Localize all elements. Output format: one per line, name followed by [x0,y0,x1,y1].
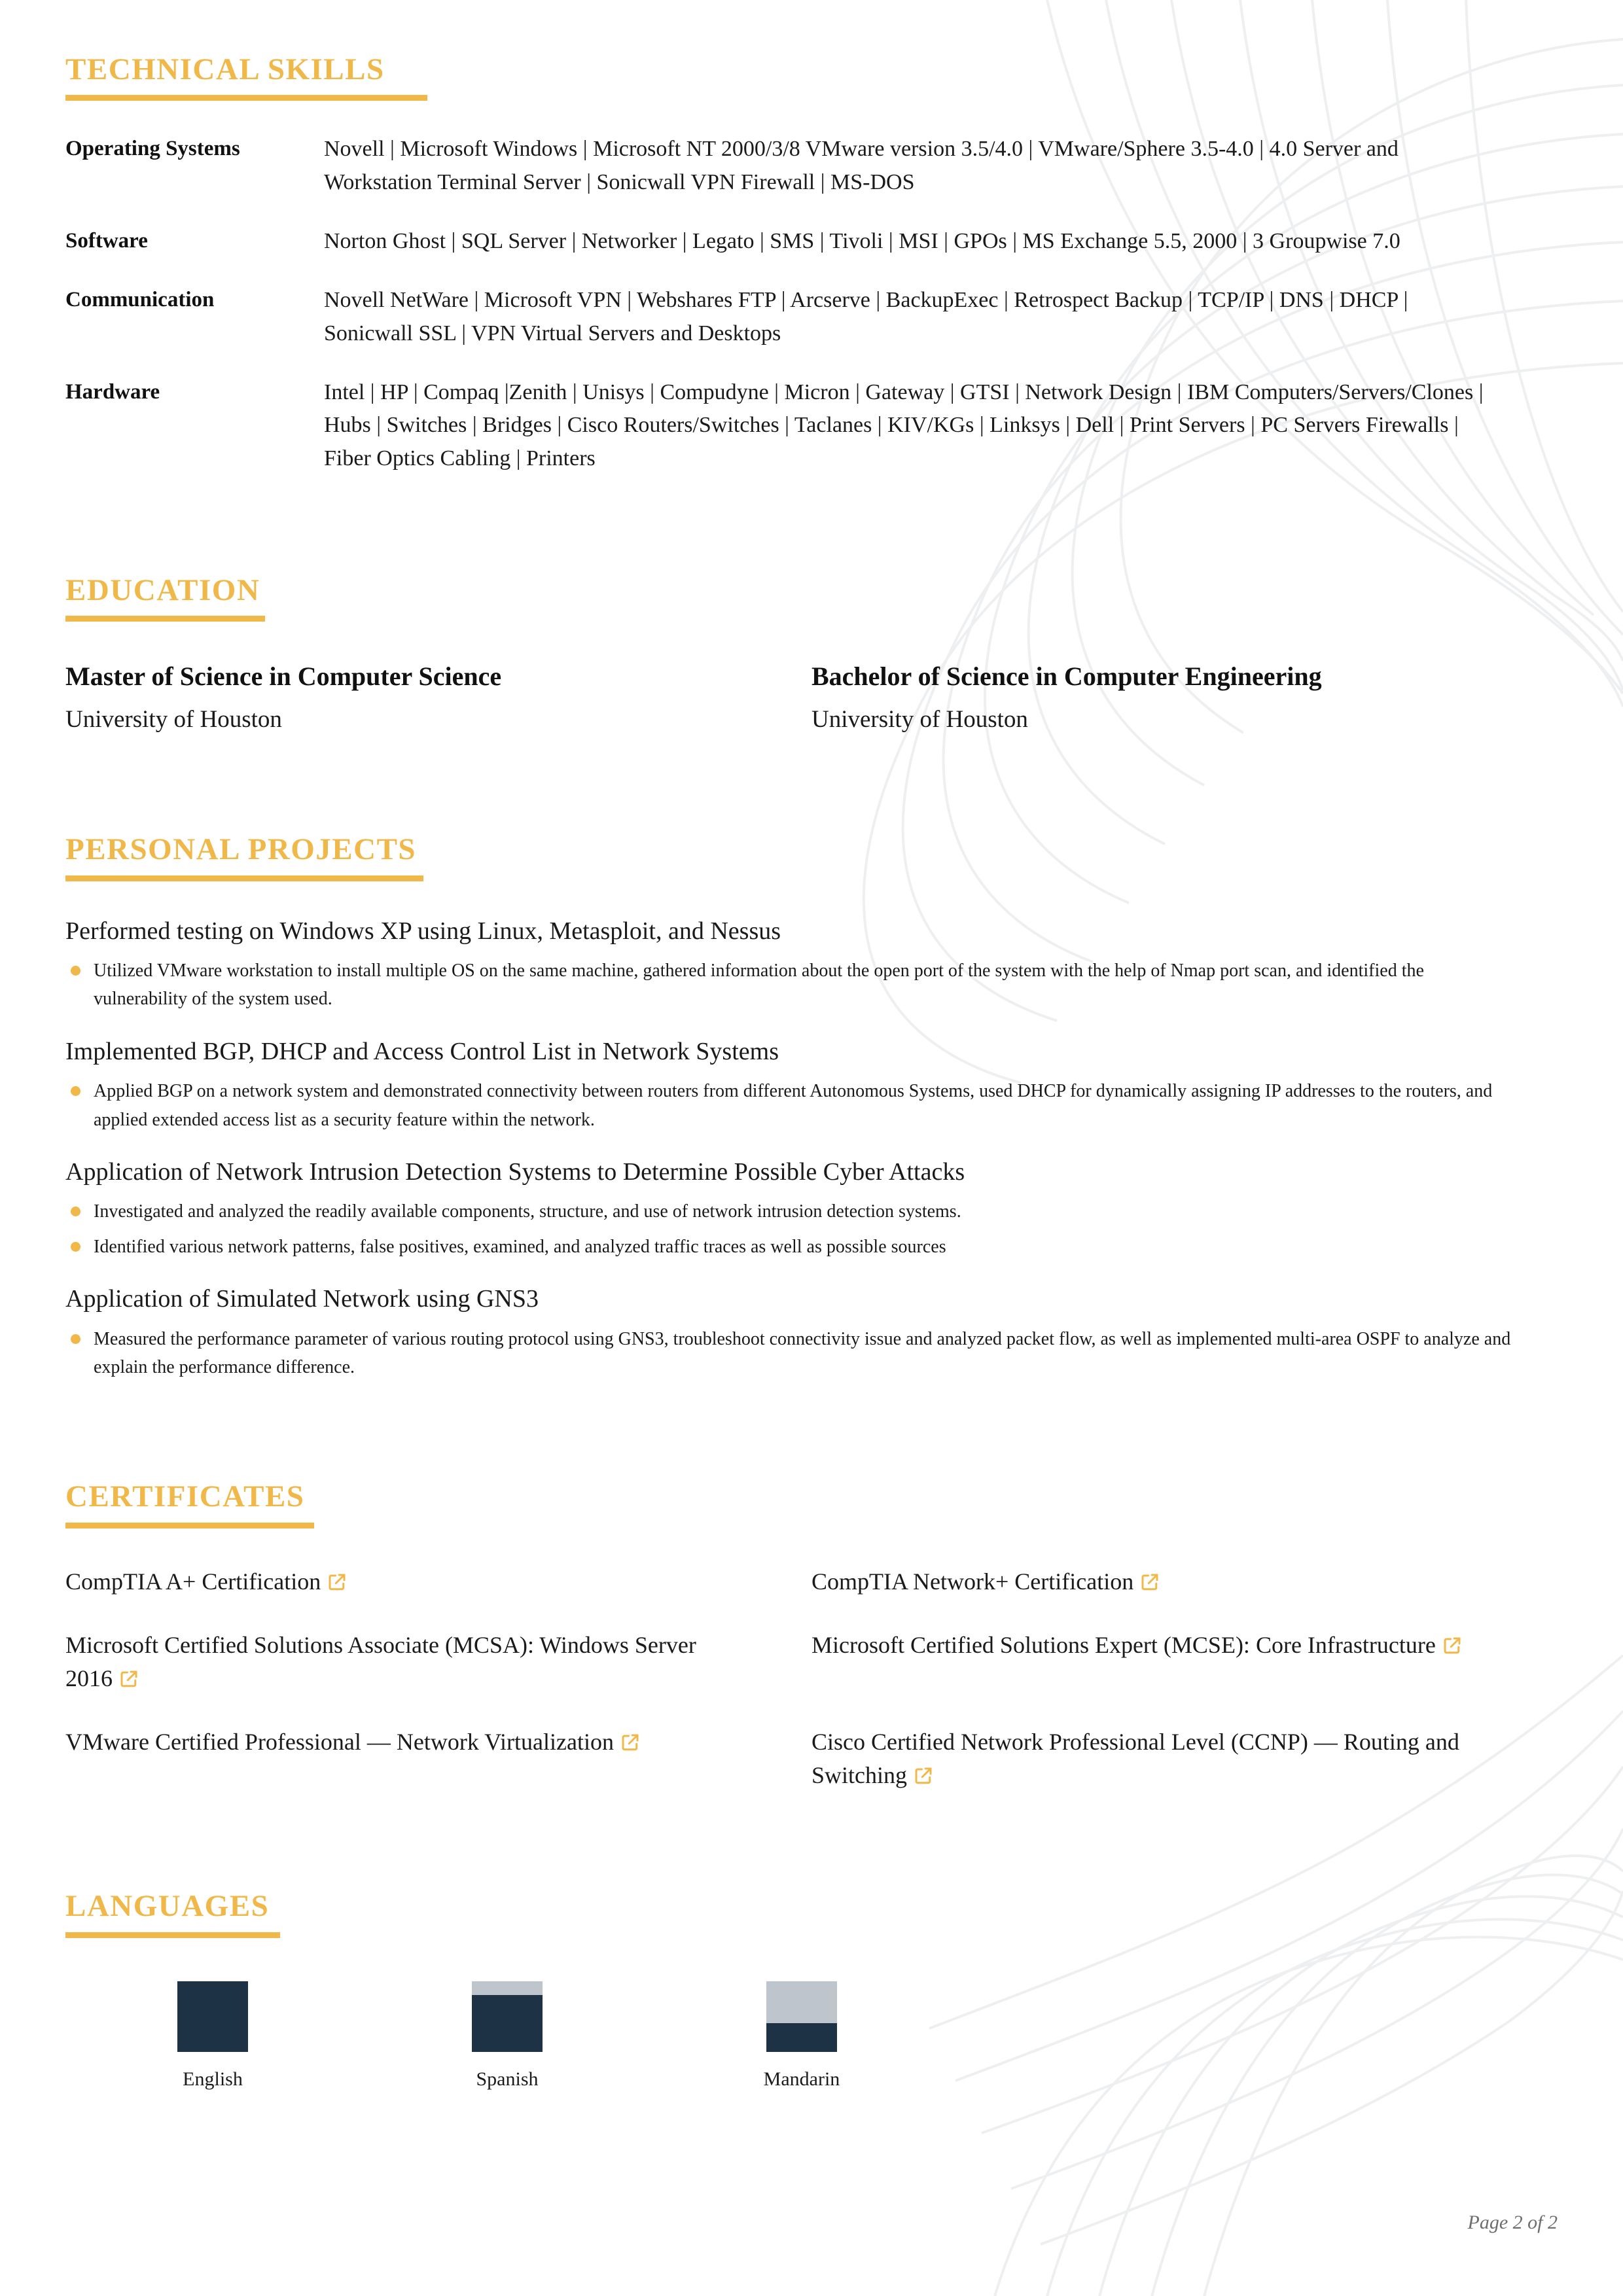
language-label: Mandarin [763,2068,840,2090]
section-heading-personal-projects: PERSONAL PROJECTS [65,832,417,867]
language-item [65,1981,360,2092]
skill-category: Hardware [65,380,160,404]
table-row [65,225,1558,284]
page-number-footer: Page 2 of 2 [1467,2212,1558,2233]
project-title: Performed testing on Windows XP using Linux, Metasploit, and Nessus [65,917,781,945]
education-degree: Master of Science in Computer Science [65,662,502,692]
section-languages [65,1792,1558,2091]
language-level-fill [766,2023,837,2051]
project-bullet-text: Applied BGP on a network system and demonstrated connectivity between routers from different Autonomous Systems, used DHCP for dynamically assigning IP addresses to the routers, and applied extended access list as a security feature within the network. [94,1081,1493,1130]
external-link-icon[interactable] [119,1669,139,1689]
language-level-fill [472,1995,543,2051]
section-heading-certificates: CERTIFICATES [65,1479,305,1514]
bullet-dot-icon [71,966,80,976]
project-title: Application of Simulated Network using GNS3 [65,1285,539,1313]
project-title: Implemented BGP, DHCP and Access Control List in Network Systems [65,1037,779,1065]
list-item [65,915,1558,1014]
certificate-label: CompTIA A+ Certification [65,1568,321,1595]
table-row [65,376,1558,475]
skills-table [65,133,1558,475]
certificate-label: CompTIA Network+ Certification [812,1568,1134,1595]
section-technical-skills [65,0,1558,475]
certificate-item [65,1565,812,1598]
list-item [65,1036,1558,1134]
education-entry [812,660,1558,735]
language-level-bar [472,1981,543,2052]
external-link-icon[interactable] [327,1572,347,1592]
language-label: Spanish [476,2068,539,2090]
external-link-icon[interactable] [914,1766,933,1786]
section-heading-technical-skills: TECHNICAL SKILLS [65,52,385,86]
education-degree: Bachelor of Science in Computer Engineering [812,662,1322,692]
section-underline [65,1523,314,1528]
language-item [654,1981,949,2092]
bullet-dot-icon [71,1086,80,1096]
project-bullet [65,1325,1558,1382]
certificate-item [812,1629,1558,1695]
skill-category: Communication [65,288,215,312]
certificate-label: VMware Certified Professional — Network Virtualization [65,1728,614,1755]
list-item [65,1283,1558,1381]
certificates-list [65,1565,1558,1793]
skill-value: Novell NetWare | Microsoft VPN | Webshares FTP | Arcserve | BackupExec | Retrospect Backup | TCP/IP | DNS | DHCP | Sonicwall SSL | VPN Virtual Servers and Desktops [324,288,1408,345]
education-school: University of Houston [65,706,282,733]
external-link-icon[interactable] [1442,1636,1462,1655]
skill-value: Norton Ghost | SQL Server | Networker | Legato | SMS | Tivoli | MSI | GPOs | MS Exchange 5.5, 2000 | 3 Groupwise 7.0 [324,228,1400,253]
section-underline [65,95,427,101]
project-bullet [65,1197,1558,1226]
table-row [65,133,1558,225]
languages-list [65,1981,1558,2092]
certificate-item [65,1629,812,1695]
bullet-dot-icon [71,1242,80,1252]
project-bullet-text: Investigated and analyzed the readily available components, structure, and use of network intrusion detection systems. [94,1201,961,1222]
section-underline [65,616,265,622]
skill-category: Software [65,228,148,253]
section-certificates [65,1381,1558,1792]
certificate-item [812,1565,1558,1598]
language-level-bar [177,1981,248,2052]
certificate-item [65,1725,812,1792]
education-school: University of Houston [812,706,1028,733]
external-link-icon[interactable] [620,1733,640,1752]
table-row [65,284,1558,376]
project-bullet [65,1077,1558,1134]
section-education [65,475,1558,735]
external-link-icon[interactable] [1140,1572,1160,1592]
project-title: Application of Network Intrusion Detection Systems to Determine Possible Cyber Attacks [65,1157,965,1186]
projects-list [65,915,1558,1382]
project-bullet [65,957,1558,1014]
language-level-fill [177,1981,248,2052]
project-bullet-text: Identified various network patterns, false positives, examined, and analyzed traffic traces as well as possible sources [94,1236,946,1257]
bullet-dot-icon [71,1334,80,1344]
section-heading-education: EDUCATION [65,573,260,607]
language-item [360,1981,654,2092]
section-underline [65,875,423,881]
list-item [65,1156,1558,1261]
project-bullet [65,1233,1558,1261]
skill-value: Novell | Microsoft Windows | Microsoft NT 2000/3/8 VMware version 3.5/4.0 | VMware/Sphere 3.5-4.0 | 4.0 Server and Workstation Terminal Server | Sonicwall VPN Firewall | MS-DOS [324,137,1399,194]
bullet-dot-icon [71,1207,80,1216]
section-personal-projects [65,735,1558,1381]
certificate-label: Microsoft Certified Solutions Associate (MCSA): Windows Server 2016 [65,1631,696,1691]
education-entry [65,660,812,735]
certificate-label: Cisco Certified Network Professional Level (CCNP) — Routing and Switching [812,1728,1459,1789]
project-bullet-text: Utilized VMware workstation to install multiple OS on the same machine, gathered information about the open port of the system with the help of Nmap port scan, and identified the vulnerability of the system used. [94,961,1424,1010]
language-level-bar [766,1981,837,2052]
language-label: English [183,2068,243,2090]
project-bullet-text: Measured the performance parameter of various routing protocol using GNS3, troubleshoot connectivity issue and analyzed packet flow, as well as implemented multi-area OSPF to analyze and explain the performance difference. [94,1328,1511,1377]
skill-category: Operating Systems [65,137,240,161]
certificate-item [812,1725,1558,1792]
section-underline [65,1932,280,1938]
section-heading-languages: LANGUAGES [65,1889,270,1924]
education-list [65,660,1558,735]
skill-value: Intel | HP | Compaq |Zenith | Unisys | Compudyne | Micron | Gateway | GTSI | Network Design | IBM Computers/Servers/Clones | Hubs | Switches | Bridges | Cisco Routers/Switches | Taclanes | KIV/KGs | Linksys | Dell | Print Servers | PC Servers Firewalls | Fiber Optics Cabling | Printers [324,380,1484,470]
certificate-label: Microsoft Certified Solutions Expert (MCSE): Core Infrastructure [812,1631,1436,1658]
